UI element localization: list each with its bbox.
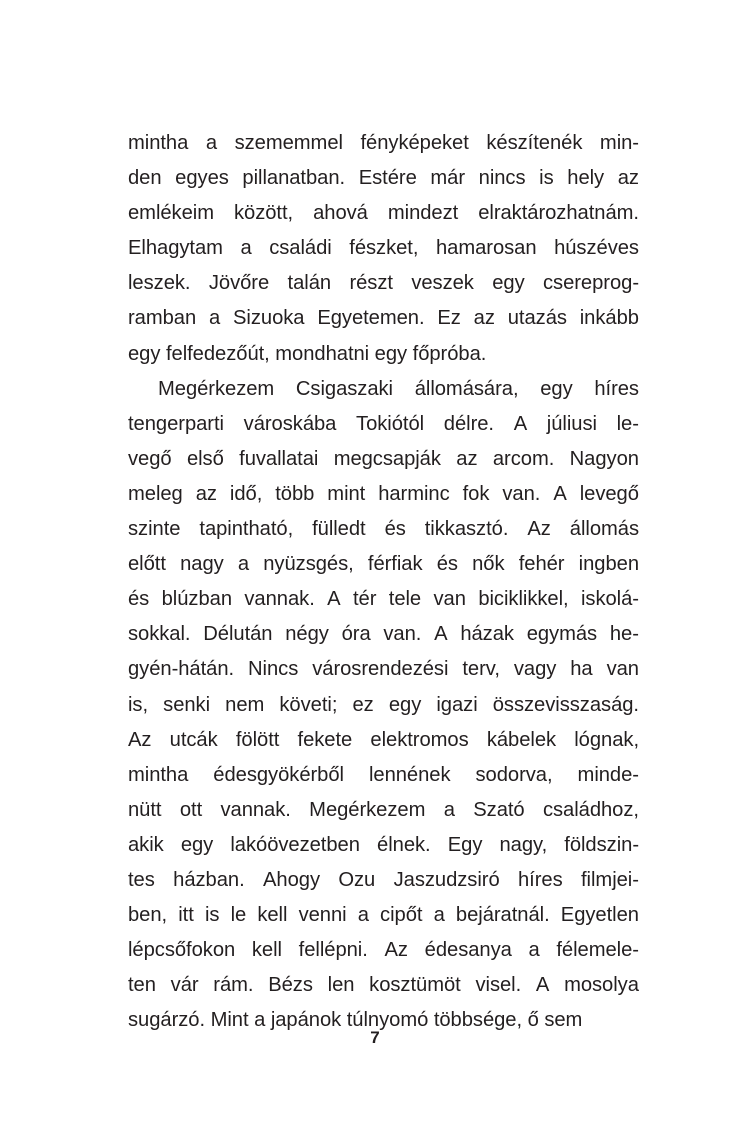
text-word: ten bbox=[128, 974, 156, 997]
text-word: ott bbox=[179, 798, 203, 821]
text-word: emlékeim bbox=[128, 202, 214, 225]
text-word: fok bbox=[462, 482, 490, 505]
text-line bbox=[128, 161, 639, 196]
text-word: az bbox=[456, 447, 478, 470]
text-word: fényképeket bbox=[360, 132, 469, 154]
text-word: szememmel bbox=[234, 132, 343, 154]
text-word: egy bbox=[388, 693, 422, 716]
text-word: lépcsőfokon bbox=[128, 939, 236, 962]
text-word: cipőt bbox=[380, 904, 423, 927]
text-word: az bbox=[195, 482, 217, 505]
text-line bbox=[128, 442, 639, 477]
text-word: Egyetemen. bbox=[317, 307, 425, 330]
text-word: igazi bbox=[436, 693, 478, 716]
text-word: A bbox=[553, 482, 567, 505]
text-word: Szató bbox=[473, 798, 525, 821]
text-word: hamarosan bbox=[435, 237, 537, 260]
text-word: húszéves bbox=[554, 237, 639, 260]
text-word: terv, bbox=[462, 658, 500, 681]
text-word: ha bbox=[570, 658, 593, 681]
text-line bbox=[128, 933, 639, 968]
text-word: harminc bbox=[378, 482, 450, 505]
text-word: sokkal. bbox=[128, 623, 191, 646]
text-word: utcák bbox=[169, 728, 218, 751]
text-word: nagy bbox=[180, 553, 224, 576]
text-word: levegő bbox=[579, 482, 639, 505]
text-line bbox=[128, 266, 639, 301]
text-word: és bbox=[436, 553, 458, 576]
text-word: elraktározhatnám. bbox=[478, 202, 639, 225]
text-word: min- bbox=[599, 132, 639, 154]
text-word: a bbox=[240, 237, 252, 260]
text-word: édesanya bbox=[424, 939, 512, 962]
text-word: is, bbox=[128, 693, 149, 716]
text-word: vannak. bbox=[220, 798, 291, 821]
text-word: nem bbox=[225, 693, 265, 716]
text-word: senki bbox=[163, 693, 211, 716]
text-line bbox=[128, 863, 639, 898]
text-word: Ez bbox=[437, 307, 461, 330]
text-word: Ozu bbox=[338, 868, 376, 891]
text-word: egyes bbox=[175, 167, 229, 190]
text-line bbox=[128, 688, 639, 723]
text-word: venni bbox=[298, 904, 347, 927]
text-word: Az bbox=[128, 728, 152, 751]
text-word: óra bbox=[341, 623, 371, 646]
text-word: akik bbox=[128, 833, 164, 856]
text-word: van. bbox=[502, 482, 541, 505]
text-word: az bbox=[617, 167, 639, 190]
text-word: mosolya bbox=[564, 974, 639, 997]
text-word: iskolá- bbox=[580, 588, 639, 611]
text-line bbox=[128, 828, 639, 863]
text-word: Sizuoka bbox=[233, 307, 305, 330]
text-word: Elhagytam bbox=[128, 237, 223, 260]
text-word: kell bbox=[251, 939, 282, 962]
body-text-block bbox=[128, 126, 639, 1038]
text-word: négy bbox=[285, 623, 329, 646]
text-word: élnek. bbox=[377, 833, 431, 856]
text-word: le- bbox=[616, 412, 639, 435]
text-line bbox=[128, 617, 639, 652]
text-line bbox=[128, 898, 639, 933]
text-word: házak bbox=[460, 623, 514, 646]
text-word: arcom. bbox=[492, 447, 555, 470]
text-word: Megérkezem bbox=[158, 377, 275, 400]
text-word: Megérkezem bbox=[309, 798, 426, 821]
text-word: Nagyon bbox=[569, 447, 639, 470]
text-line bbox=[128, 547, 639, 582]
text-word: állomására, bbox=[414, 377, 519, 400]
text-line: sugárzó. Mint a japánok túlnyomó többsége, ő sem bbox=[128, 1009, 583, 1032]
text-word: nők bbox=[472, 553, 505, 576]
text-line bbox=[128, 968, 639, 1003]
text-word: talán bbox=[287, 272, 332, 295]
text-word: több bbox=[275, 482, 315, 505]
text-word: Jaszudzsiró bbox=[393, 868, 500, 891]
text-word: vagy bbox=[513, 658, 557, 681]
text-line bbox=[128, 407, 639, 442]
text-word: a bbox=[205, 132, 218, 154]
text-word: egy bbox=[180, 833, 214, 856]
text-word: elektromos bbox=[370, 728, 469, 751]
text-word: részt bbox=[349, 272, 393, 295]
text-word: Délután bbox=[203, 623, 273, 646]
text-word: he- bbox=[609, 623, 639, 646]
text-word: tikkasztó. bbox=[424, 518, 509, 541]
text-word: a bbox=[208, 307, 221, 330]
text-word: Tokiótól bbox=[356, 412, 425, 435]
text-word: kábelek bbox=[486, 728, 557, 751]
text-word: lennének bbox=[368, 763, 451, 786]
text-word: egy bbox=[540, 377, 573, 400]
text-word: A bbox=[513, 412, 528, 435]
text-word: mindezt bbox=[387, 202, 459, 225]
text-word: leszek. bbox=[128, 272, 191, 295]
text-word: családi bbox=[269, 237, 332, 260]
text-word: Csigaszaki bbox=[295, 377, 393, 400]
text-word: meleg bbox=[128, 482, 183, 505]
text-word: állomás bbox=[569, 518, 639, 541]
text-word: itt bbox=[178, 904, 194, 927]
text-word: lakóövezetben bbox=[230, 833, 360, 856]
text-word: A bbox=[535, 974, 550, 997]
text-word: a bbox=[237, 553, 250, 576]
text-word: férfiak bbox=[367, 553, 423, 576]
text-word: ramban bbox=[128, 307, 197, 330]
text-word: tes bbox=[128, 868, 155, 891]
text-word: veszek bbox=[411, 272, 474, 295]
text-word: nincs bbox=[478, 167, 526, 190]
text-line bbox=[128, 758, 639, 793]
text-word: is bbox=[539, 167, 554, 190]
text-word: ben, bbox=[128, 904, 168, 927]
text-word: Bézs bbox=[268, 974, 313, 997]
text-word: nütt bbox=[128, 798, 162, 821]
text-word: A bbox=[327, 588, 341, 611]
text-word: fekete bbox=[297, 728, 353, 751]
text-word: hely bbox=[567, 167, 605, 190]
text-word: a bbox=[528, 939, 540, 962]
text-word: édesgyökérből bbox=[213, 763, 344, 786]
text-word: minde- bbox=[577, 763, 639, 786]
text-word: a bbox=[443, 798, 455, 821]
text-word: és bbox=[128, 588, 150, 611]
text-word: készítenék bbox=[486, 132, 583, 154]
text-line bbox=[128, 372, 639, 407]
text-word: félemele- bbox=[556, 939, 639, 962]
text-word: Egyetlen bbox=[560, 904, 639, 927]
text-word: pillanatban. bbox=[242, 167, 346, 190]
text-word: ingben bbox=[578, 553, 639, 576]
text-word: vannak. bbox=[244, 588, 315, 611]
text-word: fölött bbox=[235, 728, 280, 751]
text-word: földszin- bbox=[564, 833, 639, 856]
text-word: nyüzsgés, bbox=[263, 553, 354, 576]
text-word: összevisszaság. bbox=[492, 693, 639, 716]
text-word: délre. bbox=[443, 412, 494, 435]
text-line bbox=[128, 723, 639, 758]
text-word: is bbox=[204, 904, 220, 927]
text-word: Az bbox=[527, 518, 551, 541]
text-word: bejáratnál. bbox=[455, 904, 550, 927]
text-line bbox=[128, 512, 639, 547]
text-word: híres bbox=[518, 868, 563, 891]
text-word: tele bbox=[388, 588, 422, 611]
text-word: nagy, bbox=[499, 833, 548, 856]
text-word: len bbox=[327, 974, 355, 997]
text-line bbox=[128, 231, 639, 266]
text-word: tapintható, bbox=[199, 518, 294, 541]
text-word: ahová bbox=[313, 202, 368, 225]
text-word: mintha bbox=[128, 763, 189, 786]
text-word: van. bbox=[383, 623, 422, 646]
text-word: biciklikkel, bbox=[478, 588, 569, 611]
text-word: inkább bbox=[579, 307, 639, 330]
text-word: városkába bbox=[243, 412, 337, 435]
text-word: és bbox=[384, 518, 406, 541]
text-word: Egy bbox=[447, 833, 483, 856]
text-word: kell bbox=[257, 904, 288, 927]
text-line bbox=[128, 196, 639, 231]
text-line bbox=[128, 652, 639, 687]
text-word: Az bbox=[384, 939, 408, 962]
text-word: mintha bbox=[128, 132, 189, 154]
text-word: lógnak, bbox=[574, 728, 639, 751]
text-word: idő, bbox=[229, 482, 263, 505]
text-line: egy felfedezőút, mondhatni egy főpróba. bbox=[128, 342, 487, 365]
text-word: egymás bbox=[526, 623, 598, 646]
text-word: filmjei- bbox=[581, 868, 639, 891]
text-word: első bbox=[186, 447, 224, 470]
text-word: tengerparti bbox=[128, 412, 224, 435]
text-word: fülledt bbox=[312, 518, 366, 541]
text-word: júliusi bbox=[546, 412, 597, 435]
text-word: előtt bbox=[128, 553, 166, 576]
text-word: csereprog- bbox=[543, 272, 639, 295]
text-word: A bbox=[434, 623, 448, 646]
text-word: kosztümöt bbox=[369, 974, 461, 997]
text-word: van bbox=[606, 658, 639, 681]
text-word: Nincs bbox=[248, 658, 299, 681]
text-line bbox=[128, 301, 639, 336]
text-word: Ahogy bbox=[263, 868, 320, 891]
text-word: a bbox=[357, 904, 369, 927]
text-word: vár bbox=[170, 974, 199, 997]
text-word: követi; bbox=[279, 693, 338, 716]
text-line bbox=[128, 126, 639, 161]
text-word: szinte bbox=[128, 518, 181, 541]
text-word: Jövőre bbox=[208, 272, 270, 295]
text-word: fuvallatai bbox=[239, 447, 319, 470]
text-word: visel. bbox=[475, 974, 522, 997]
text-line bbox=[128, 582, 639, 617]
text-word: sodorva, bbox=[475, 763, 553, 786]
text-word: az bbox=[473, 307, 495, 330]
text-word: vegő bbox=[128, 447, 172, 470]
page-number: 7 bbox=[370, 1028, 380, 1047]
text-word: Estére bbox=[358, 167, 417, 190]
text-line bbox=[128, 793, 639, 828]
text-word: már bbox=[430, 167, 466, 190]
text-word: házban. bbox=[173, 868, 245, 891]
text-word: között, bbox=[233, 202, 294, 225]
text-word: családhoz, bbox=[542, 798, 639, 821]
text-word: rám. bbox=[213, 974, 254, 997]
text-word: fehér bbox=[518, 553, 565, 576]
text-word: tér bbox=[352, 588, 377, 611]
text-word: egy bbox=[492, 272, 525, 295]
text-word: den bbox=[128, 167, 162, 190]
text-word: fellépni. bbox=[298, 939, 368, 962]
text-word: le bbox=[230, 904, 247, 927]
text-word: blúzban bbox=[161, 588, 232, 611]
text-word: mint bbox=[327, 482, 366, 505]
text-line bbox=[128, 477, 639, 512]
text-word: a bbox=[433, 904, 445, 927]
text-word: fészket, bbox=[349, 237, 419, 260]
text-word: van bbox=[433, 588, 466, 611]
text-word: városrendezési bbox=[312, 658, 449, 681]
text-word: megcsapják bbox=[333, 447, 441, 470]
text-word: gyén-hátán. bbox=[128, 658, 235, 681]
text-word: híres bbox=[594, 377, 639, 400]
text-word: ez bbox=[352, 693, 374, 716]
text-word: utazás bbox=[507, 307, 567, 330]
